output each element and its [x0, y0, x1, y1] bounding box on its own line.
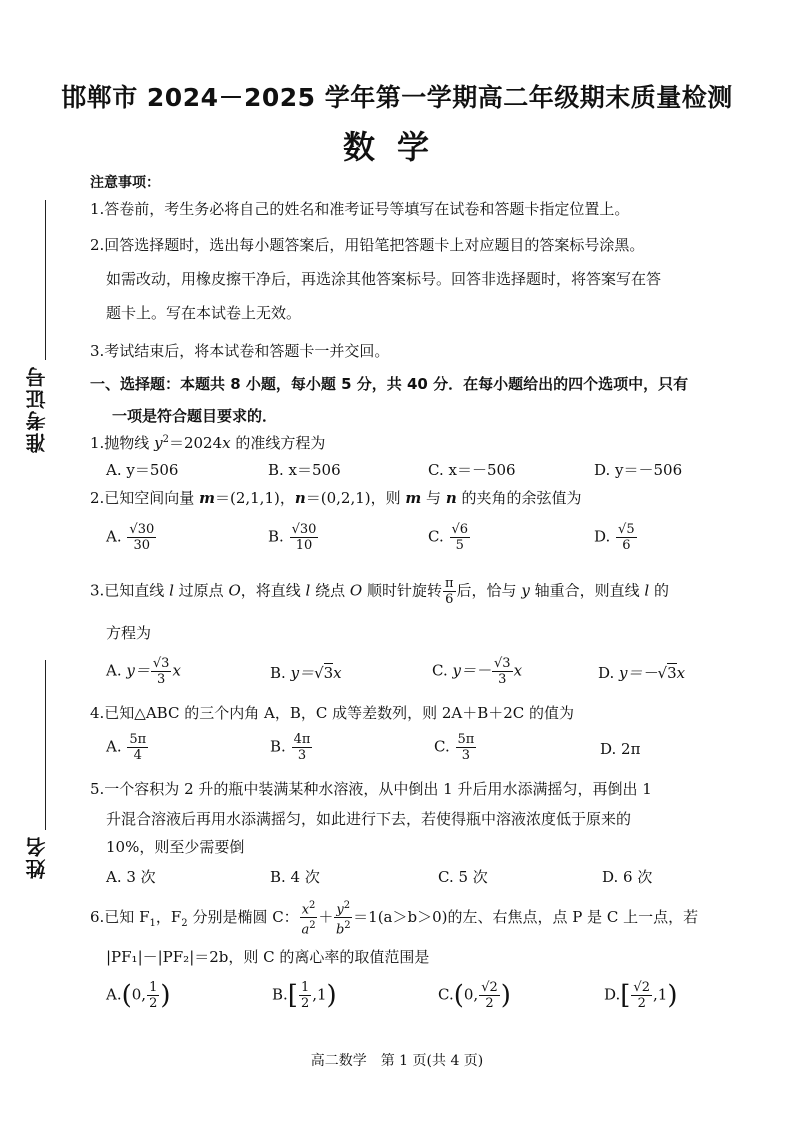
q4-b-den: 3: [297, 748, 307, 763]
q3-a-den: 3: [157, 672, 166, 687]
q6-sub-1: 1: [149, 917, 156, 929]
q4-c-den: 3: [461, 748, 471, 763]
q6-c-num: 2: [489, 980, 498, 995]
q6-c-low: 0,: [463, 985, 479, 1004]
q4-c-letter: C.: [434, 737, 450, 756]
q6-c-lbracket: (: [453, 980, 464, 1011]
q3-c-x: x: [513, 661, 523, 680]
q2-d-den: 6: [622, 538, 631, 553]
question-4-stem: 4.已知△ABC 的三个内角 A，B，C 成等差数列，则 2A＋B＋2C 的值为: [90, 704, 575, 722]
note-1: 1.答卷前，考生务必将自己的姓名和准考证号等填写在试卷和答题卡指定位置上。: [90, 200, 630, 218]
q4-b-num: 4π: [293, 732, 311, 747]
q3-option-d: D. y＝－√3x: [598, 664, 686, 682]
q6-b-num: 1: [300, 980, 310, 995]
q1-var-y: y: [154, 434, 163, 452]
question-3-stem: [90, 576, 669, 607]
q6-d-high: ,1: [653, 985, 668, 1004]
q6-a-den: 2: [149, 996, 158, 1011]
section-1-heading: 一、选择题：本题共 8 小题，每小题 5 分，共 40 分．在每小题给出的四个选项中，只有: [90, 375, 689, 393]
q6-d-lbracket: [: [620, 980, 631, 1011]
note-2-line-3: 题卡上。写在本试卷上无效。: [106, 304, 302, 322]
exam-id-label: 准考证号: [25, 365, 49, 453]
q3-var-l: l: [169, 581, 174, 600]
note-2-line-1: 2.回答选择题时，选出每小题答案后，用铅笔把答题卡上对应题目的答案标号涂黑。: [90, 236, 645, 254]
q2-and: 与: [421, 489, 446, 507]
q1-option-b: B. x＝506: [268, 461, 341, 479]
q6-a-lbracket: (: [121, 980, 132, 1011]
q2-c-den: 5: [455, 538, 464, 553]
question-6-stem: 6.已知 $F_1$，$F_2$ 分别是椭圆 C： $\frac{x^2}{a^2}$ ＋ $\frac{y^2}{b^2}$ ＝1(a＞b＞0)的左、右焦点，点 P 是 C 上一点，若: [90, 900, 699, 938]
q6-text-d: ＝1(a＞b＞0)的左、右焦点，点 P 是 C 上一点，若: [353, 907, 699, 926]
q6-a-rbracket: ): [160, 980, 171, 1011]
q2-vec-m-2: m: [405, 489, 422, 507]
q4-option-a: [106, 732, 149, 763]
q6-b-den: 2: [300, 996, 310, 1011]
q4-a-letter: A.: [106, 737, 122, 756]
q3-text-e: 顺时针旋转: [362, 581, 442, 600]
q6-text-b: ，F: [155, 907, 182, 926]
q6-text-a: 6.已知 F: [90, 907, 150, 926]
notes-heading: 注意事项：: [90, 175, 160, 191]
q2-b-letter: B.: [268, 527, 284, 546]
q2-c-letter: C.: [428, 527, 444, 546]
q3-b-x: x: [333, 664, 342, 682]
note-3: 3.考试结束后，将本试卷和答题卡一并交回。: [90, 342, 390, 360]
name-label: 姓名: [25, 835, 49, 879]
q2-d-num: 5: [626, 522, 635, 537]
q2-vec-n: n: [294, 489, 306, 507]
q1-text-b: ＝2024: [168, 434, 223, 452]
q3-b-rad: 3: [323, 664, 334, 682]
q3-var-o-2: O: [349, 581, 363, 600]
q2-option-c: C. $\frac{√6}{5}$: [428, 522, 469, 553]
q2-vec-n-2: n: [445, 489, 457, 507]
q3-d-letter: D.: [598, 664, 615, 682]
q4-option-c: [434, 732, 477, 763]
q3-d-rad: 3: [667, 664, 677, 682]
name-blank-line: [45, 660, 46, 830]
q1-text-a: 1.抛物线: [90, 434, 155, 452]
q6-c-den: 2: [485, 996, 494, 1011]
q4-c-num: 5π: [457, 732, 475, 747]
note-2-line-2: 如需改动，用橡皮擦干净后，再选涂其他答案标号。回答非选择题时，将答案写在答: [106, 270, 662, 288]
question-5-line-1: 5.一个容积为 2 升的瓶中装满某种水溶液，从中倒出 1 升后用水添满摇匀，再倒出 1: [90, 780, 652, 798]
q3-a-letter: A.: [106, 661, 122, 680]
q6-d-den: 2: [637, 996, 646, 1011]
question-5-line-2: 升混合溶液后再用水添满摇匀，如此进行下去，若使得瓶中溶液浓度低于原来的: [106, 810, 632, 828]
q6-b-rbracket: ): [326, 980, 337, 1011]
q3-angle-num: π: [445, 576, 454, 591]
q2-c-num: 6: [459, 522, 469, 537]
q2-d-letter: D.: [594, 527, 611, 546]
q3-b-pre: y＝: [290, 664, 315, 682]
q2-text-a: 2.已知空间向量: [90, 489, 200, 507]
q4-a-den: 4: [133, 748, 142, 763]
question-6-stem-cont: |PF₁|－|PF₂|＝2b，则 C 的离心率的取值范围是: [106, 948, 430, 966]
page-footer: 高二数学 第 1 页(共 4 页): [310, 1053, 484, 1069]
q6-frac1-num: x: [301, 902, 310, 918]
q6-frac2-num: y: [336, 902, 344, 918]
q4-a-num: 5π: [129, 732, 147, 747]
question-5-line-3: 10%，则至少需要倒: [106, 838, 245, 856]
q3-angle-den: 6: [445, 592, 454, 607]
q6-b-letter: B.: [272, 985, 288, 1004]
q6-sub-2: 2: [181, 917, 188, 929]
q3-text-g: 轴重合，则直线: [529, 581, 645, 600]
q6-option-c: C.(0, $\frac{√2}{2}$ ): [438, 980, 511, 1011]
q3-a-x: x: [172, 661, 181, 680]
q5-option-a: A. 3 次: [106, 868, 156, 886]
q3-var-o: O: [228, 581, 241, 600]
q3-d-pre: y＝－: [619, 664, 658, 682]
exam-id-blank-line: [45, 200, 46, 360]
q6-c-rbracket: ): [500, 980, 511, 1011]
q3-c-pre: y＝－: [452, 661, 491, 680]
q6-frac1-den: a: [301, 922, 310, 938]
q6-b-high: ,1: [312, 985, 327, 1004]
q2-option-b: B. $\frac{√30}{10}$: [268, 522, 317, 553]
q3-text-f: 后，恰与: [456, 581, 522, 600]
question-1-stem: 1.抛物线 $y^2=2024x$ 的准线方程为: [90, 434, 326, 452]
q5-option-b: B. 4 次: [270, 868, 320, 886]
q2-m-value: ＝(2,1,1)，: [214, 489, 295, 507]
q3-text-b: 过原点: [173, 581, 229, 600]
q1-option-c: C. x＝－506: [428, 461, 516, 479]
q3-b-letter: B.: [270, 664, 286, 682]
q2-a-den: 30: [133, 538, 151, 553]
q3-var-l-2: l: [305, 581, 311, 600]
q3-c-letter: C.: [432, 661, 448, 680]
q2-text-b: 的夹角的余弦值为: [456, 489, 582, 507]
section-1-heading-cont: 一项是符合题目要求的．: [112, 407, 278, 425]
q6-a-letter: A.: [106, 985, 122, 1004]
q1-option-d: D. y＝－506: [594, 461, 683, 479]
q3-a-num: 3: [161, 656, 170, 671]
q3-text-c: ，将直线: [240, 581, 306, 600]
q3-c-num: 3: [502, 656, 511, 671]
q3-text-d: 绕点: [310, 581, 350, 600]
q6-a-low: 0,: [131, 985, 147, 1004]
q2-option-d: D. $\frac{√5}{6}$: [594, 522, 635, 553]
q6-b-lbracket: [: [287, 980, 298, 1011]
q3-var-l-3: l: [644, 581, 650, 600]
q4-option-b: [270, 732, 313, 763]
q3-text-a: 3.已知直线: [90, 581, 170, 600]
q2-vec-m: m: [199, 489, 215, 507]
q2-option-a: A. $\frac{√30}{30}$: [106, 522, 155, 553]
q3-a-pre: y＝: [126, 661, 150, 680]
q4-option-d: D. 2π: [600, 740, 641, 758]
subject-title: 数学: [342, 128, 451, 166]
q1-var-x: x: [222, 434, 231, 452]
q6-a-num: 1: [149, 980, 158, 995]
q3-text-h: 的: [649, 581, 669, 600]
question-2-stem: [90, 487, 582, 508]
exam-title: 邯郸市 2024－2025 学年第一学期高二年级期末质量检测: [61, 83, 733, 112]
q2-n-value: ＝(0,2,1)，则: [305, 489, 406, 507]
q3-option-a: A. y＝ $\frac{√3}{3}$ x: [106, 656, 181, 687]
q2-b-num: 30: [299, 522, 317, 537]
q5-option-c: C. 5 次: [438, 868, 488, 886]
q1-text-c: 的准线方程为: [230, 434, 326, 452]
q3-option-c: C. y＝－ $\frac{√3}{3}$ x: [432, 656, 523, 687]
q6-d-rbracket: ): [667, 980, 678, 1011]
q1-option-a: A. y＝506: [106, 461, 179, 479]
question-3-stem-cont: 方程为: [106, 624, 152, 642]
q6-option-d: D.[ $\frac{√2}{2}$ ,1): [604, 980, 678, 1011]
q6-frac2-den: b: [335, 922, 345, 938]
q6-c-letter: C.: [438, 985, 454, 1004]
q3-option-b: B. y＝√3x: [270, 664, 342, 682]
q6-d-letter: D.: [604, 985, 621, 1004]
q5-option-d: D. 6 次: [602, 868, 653, 886]
q2-b-den: 10: [295, 538, 313, 553]
q4-b-letter: B.: [270, 737, 286, 756]
q6-option-a: [106, 980, 171, 1011]
q6-d-num: 2: [641, 980, 650, 995]
q6-text-c: 分别是椭圆 C：: [187, 907, 299, 926]
q3-var-y: y: [521, 581, 530, 600]
q6-option-b: [272, 980, 337, 1011]
q2-a-letter: A.: [106, 527, 122, 546]
q3-d-x: x: [676, 664, 686, 682]
q2-a-num: 30: [137, 522, 155, 537]
q3-c-den: 3: [498, 672, 507, 687]
